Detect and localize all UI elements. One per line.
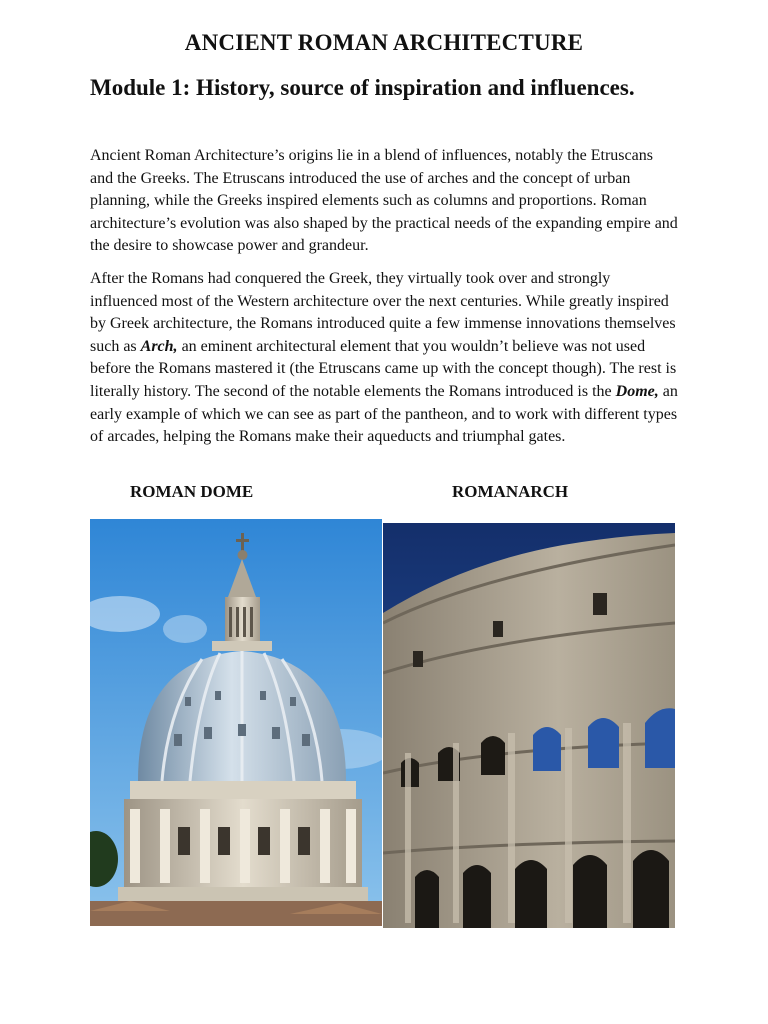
paragraph-text: an early example of which we can see as part of the pantheon, and to work with different types of arcades, helping the Romans make their aqueducts and triumphal gates.	[90, 382, 678, 446]
caption-roman-dome: ROMAN DOME	[130, 482, 254, 501]
emphasis-dome: Dome,	[615, 382, 659, 400]
roman-arch-photo	[383, 523, 675, 928]
paragraph-text: an eminent architectural element that you wouldn’t believe was not used before the Romans mastered it (the Etruscans came up with the concept though). The rest is literally history. The second of the notable elements the Romans introduced is the	[90, 337, 677, 400]
caption-roman-arch: ROMANARCH	[452, 482, 569, 501]
paragraph-origins: Ancient Roman Architecture’s origins lie in a blend of influences, notably the Etruscans and the Greeks. The Etruscans introduced the use of arches and the concept of urban planning, while the Greeks inspired elements such as columns and proportions. Roman architecture’s evolution was also shaped by the practical needs of the expanding empire and the desire to showcase power and grandeur.	[90, 147, 678, 255]
emphasis-arch: Arch,	[140, 337, 178, 355]
dome-illustration	[90, 519, 382, 926]
document-title: ANCIENT ROMAN ARCHITECTURE	[184, 30, 584, 55]
paragraph-innovations	[90, 268, 680, 449]
paragraph-text: After the Romans had conquered the Greek, they virtually took over and strongly influenced most of the Western architecture over the next centuries. While greatly inspired by Greek architecture, the Romans introduced quite a few immense innovations themselves such as	[90, 270, 676, 355]
module-heading: Module 1: History, source of inspiration and influences.	[90, 75, 635, 100]
colosseum-illustration	[383, 523, 675, 928]
roman-dome-photo	[90, 519, 382, 926]
